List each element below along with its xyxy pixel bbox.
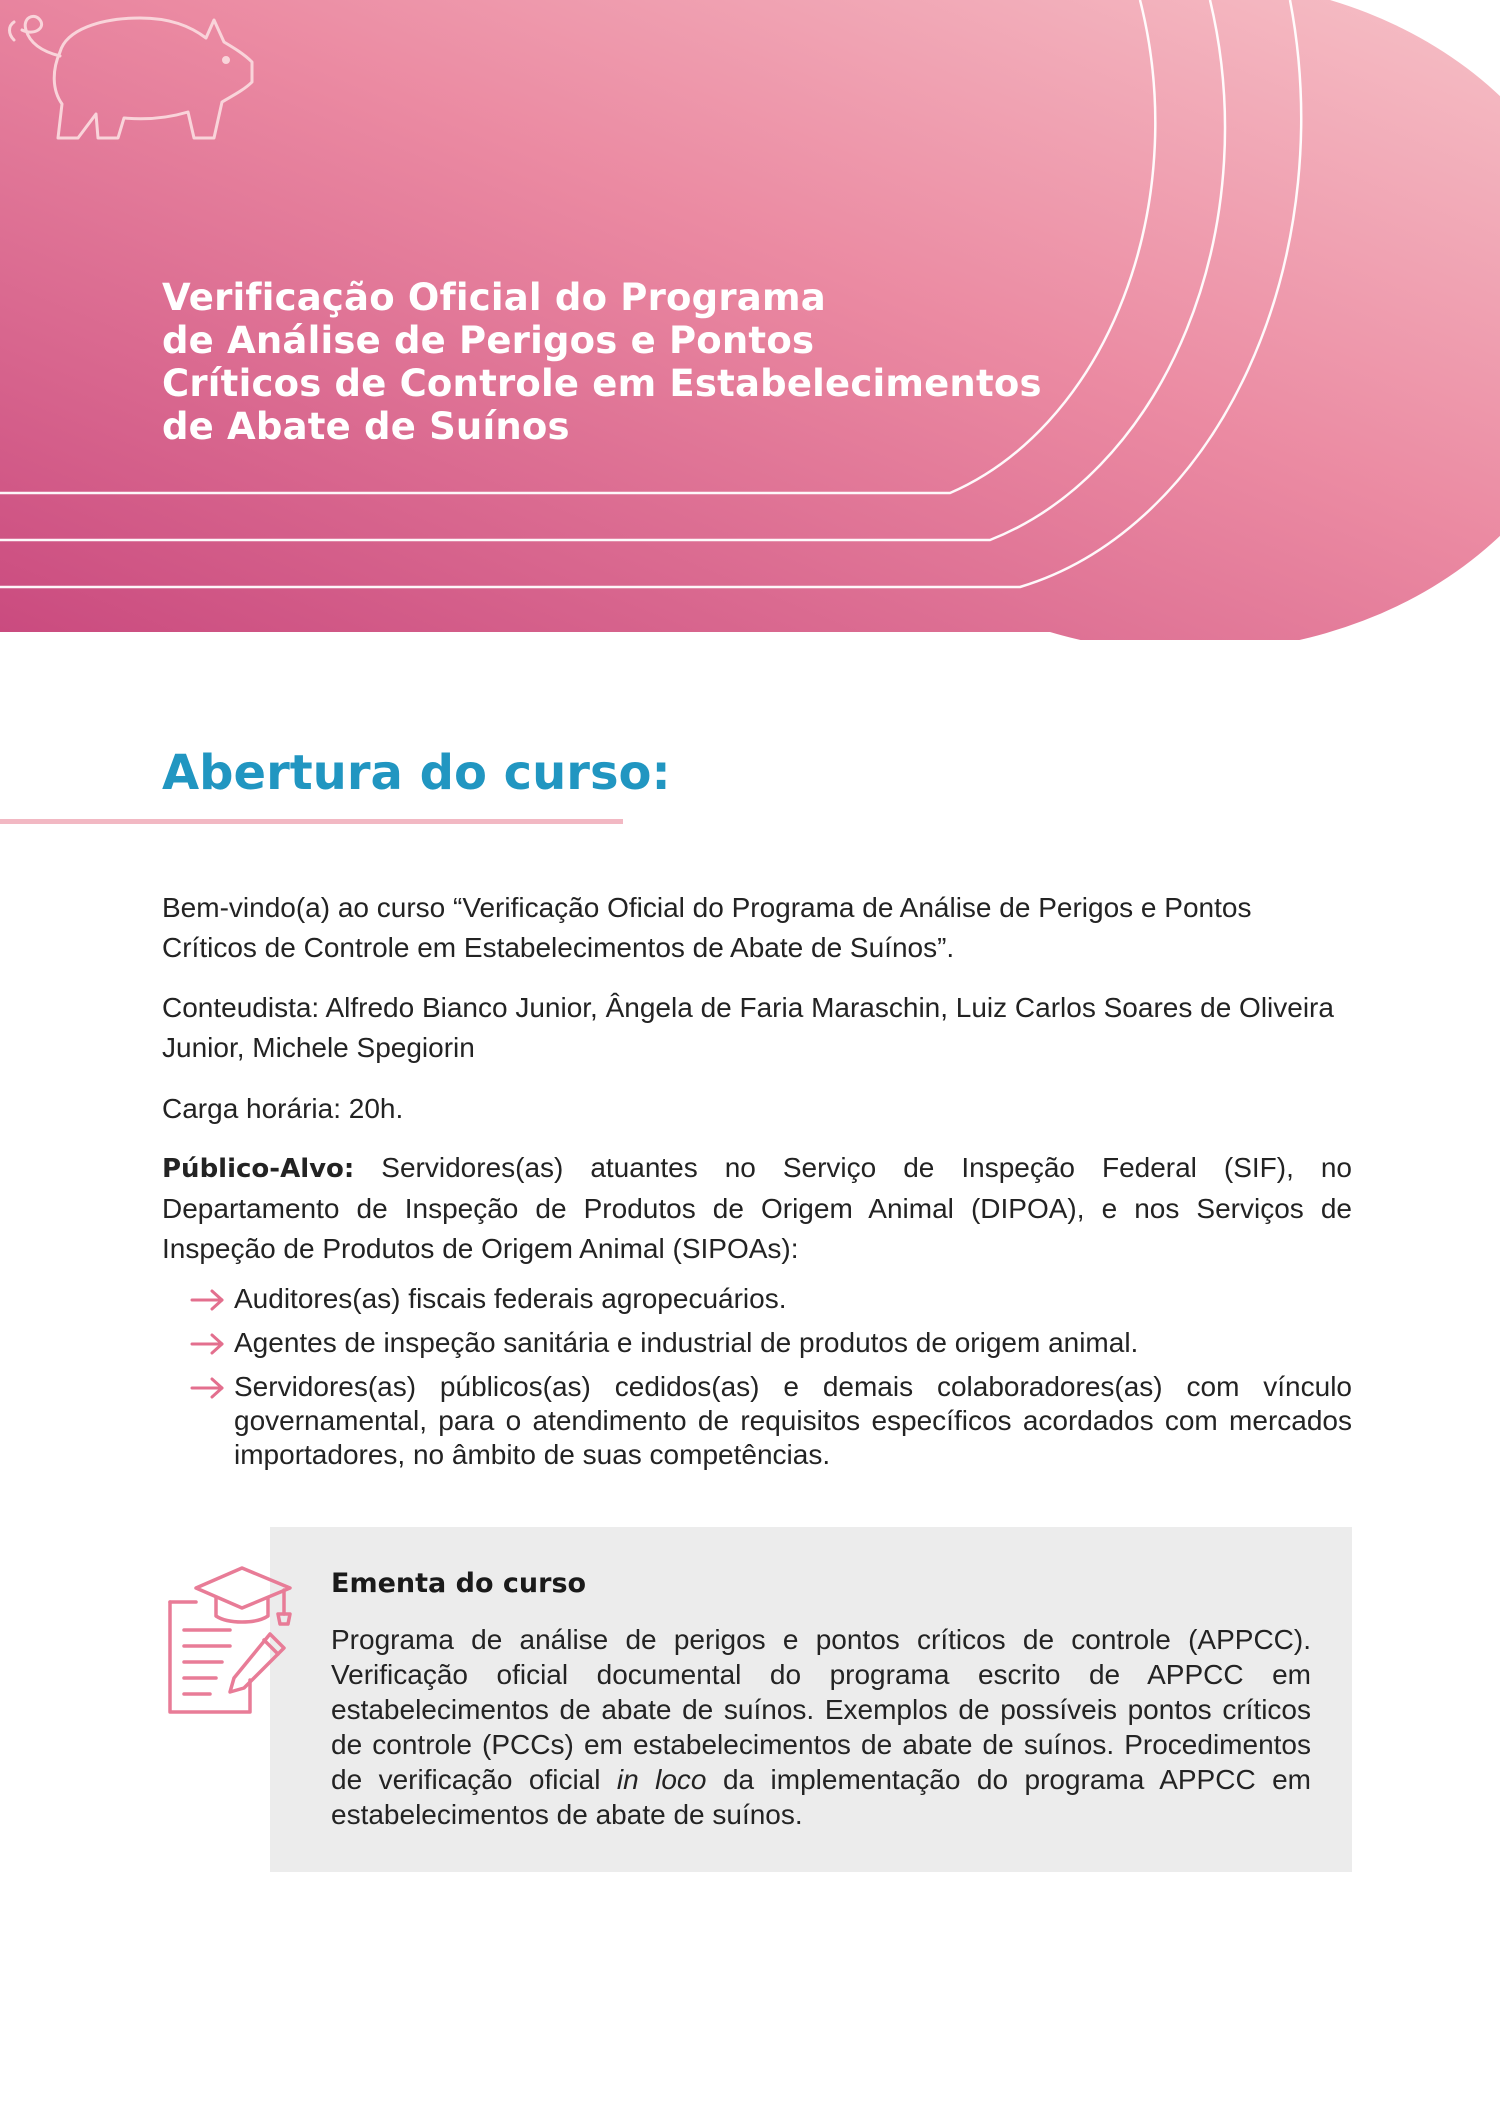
course-title-line: de Análise de Perigos e Pontos: [162, 319, 815, 362]
audience-list: [190, 1282, 1352, 1482]
ementa-text-italic: in loco: [616, 1764, 707, 1795]
authors-paragraph: Conteudista: Alfredo Bianco Junior, Ângela de Faria Maraschin, Luiz Carlos Soares de Oliveira Junior, Michele Spegiorin: [162, 992, 1334, 1063]
audience-text: Servidores(as) atuantes no Serviço de Inspeção Federal (SIF), no Departamento de Inspeção de Produtos de Origem Animal (DIPOA), e nos Serviços de Inspeção de Produtos de Origem Animal (SIPOAs):: [162, 1152, 1352, 1264]
course-title-line: Críticos de Controle em Estabelecimentos: [162, 362, 1042, 405]
title-underline: [0, 819, 623, 824]
workload-paragraph: Carga horária: 20h.: [162, 1093, 404, 1124]
course-title-line: de Abate de Suínos: [162, 405, 570, 448]
arrow-right-icon: [190, 1376, 226, 1400]
course-title: [162, 276, 1162, 448]
pig-icon: [0, 0, 260, 150]
ementa-text-end: da implementação do programa APPCC em estabelecimentos de abate de suínos.: [331, 1764, 1312, 1830]
list-item-text: Agentes de inspeção sanitária e industrial de produtos de origem animal.: [234, 1327, 1139, 1358]
header-banner: [0, 0, 1500, 640]
ementa-title: Ementa do curso: [331, 1568, 587, 1599]
list-item: [190, 1370, 1352, 1472]
list-item-text: Servidores(as) públicos(as) cedidos(as) e demais colaboradores(as) com vínculo governamental, para o atendimento de requisitos específicos acordados com mercados importadores, no âmbito de suas competências.: [234, 1371, 1352, 1470]
arrow-right-icon: [190, 1288, 226, 1312]
list-item: [190, 1326, 1352, 1360]
list-item-text: Auditores(as) fiscais federais agropecuários.: [234, 1283, 787, 1314]
audience-paragraph: [162, 1148, 1352, 1269]
welcome-paragraph: Bem-vindo(a) ao curso “Verificação Oficial do Programa de Análise de Perigos e Pontos Críticos de Controle em Estabelecimentos de Abate de Suínos”.: [162, 892, 1252, 963]
arrow-right-icon: [190, 1332, 226, 1356]
section-title: Abertura do curso:: [162, 745, 671, 801]
ementa-text: [331, 1622, 1311, 1832]
ementa-text-start: Programa de análise de perigos e pontos críticos de controle (APPCC). Verificação oficial documental do programa escrito de APPCC em estabelecimentos de abate de suínos. Exemplos de possíveis pontos críticos de controle (PCCs) em estabelecimentos de abate de suínos. Procedimentos de verificação oficial: [331, 1624, 1311, 1795]
list-item: [190, 1282, 1352, 1316]
audience-label: Público-Alvo:: [162, 1154, 355, 1184]
document-graduation-cap-icon: [160, 1562, 300, 1722]
course-title-line: Verificação Oficial do Programa: [162, 276, 826, 319]
